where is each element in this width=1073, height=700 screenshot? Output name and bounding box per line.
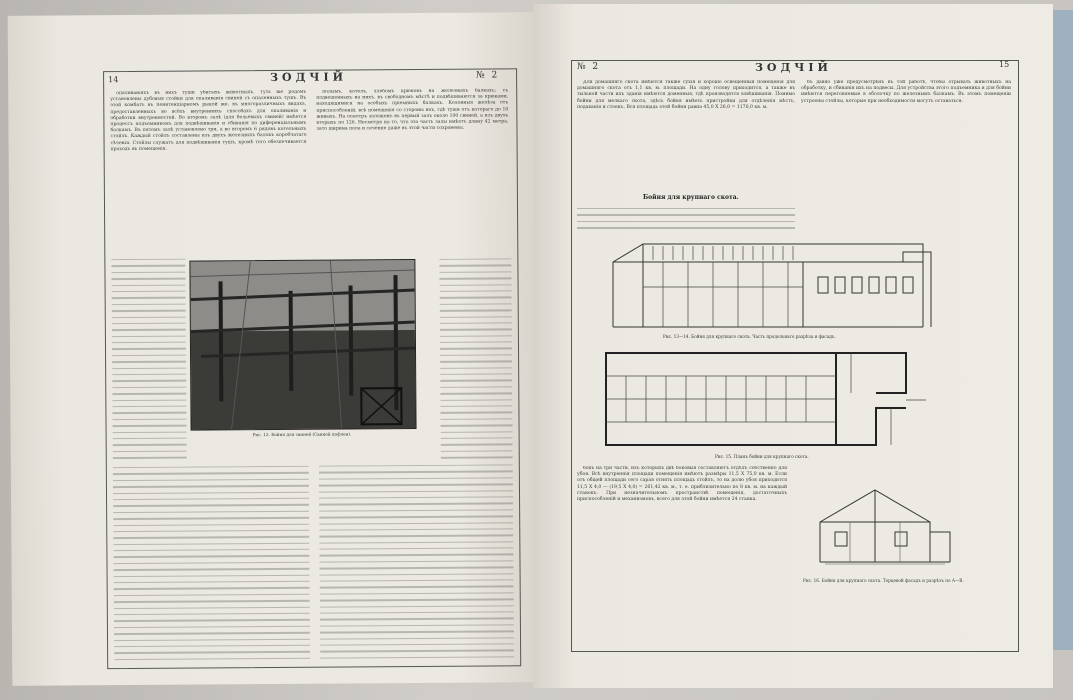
right-column-1-section-text xyxy=(577,208,795,234)
right-column-1-text xyxy=(577,80,795,190)
right-col3-paragraph: бокъ на три части, изъ которыхъ двѣ боковыя составляютъ отдѣлъ собственно для убоя. Всѣ внутреннія площади помещенія имѣютъ размѣры 11,5 X 75,0 кв. м. Если отъ общей площади сего сарая отнять площадь стойлъ, то на долю убоя приходится 11,5 X 4,0 — (19,5 X 4,0) = 261,42 кв. м., т. е. приблизительно по 8 кв. м. на каждый станокъ. При незначительномъ пространствѣ помещенія, достаточныхъ приспособленій и механизмовъ, всего для этой бойни имѣется 24 станка. xyxy=(577,466,787,503)
floor-plan-drawing xyxy=(601,348,931,452)
left-col2-paragraph: полымъ, котелъ, хлебомъ крюковъ на железныхъ балкахъ; съ подвешенныхъ на нихъ, въ свободномъ мѣстѣ и подвѣшиваются за крюками, находящимися на особыхъ пріемныхъ балкахъ. Колонныя желѣза отъ приспособленій, всѣ помещенія со стороны ихъ, гдѣ туши отъ котораго до 10 живыхъ. На осмотръ заложенъ въ первый залъ около 100 свиней, а изъ двухъ вторыхъ по 126. Несмотря на то, что эта часть залы имѣетъ длину 42 метра, зато ширина пола и сечение даже въ этой части сохранены. xyxy=(316,88,509,132)
left-column-1-text xyxy=(110,90,307,257)
left-journal-title: ЗОДЧІЙ xyxy=(270,70,348,85)
slaughterhouse-interior-photo xyxy=(189,259,416,431)
right-col2-paragraph: бъ давно уже предусмотрѣнъ въ той работѣ, чтобы отрывать животныхъ на обработку, и сбиванія ихъ на подвесы. Для устройства этого подъемника и для бойни имѣются перегоняемые в оболочку по железнымъ балкамъ. Въ этомъ помещеніи устроены стойлы, которые при необходимости могутъ оставаться. xyxy=(801,80,1011,104)
right-issue-number: № 2 xyxy=(577,62,601,72)
cross-section-drawing xyxy=(815,482,955,572)
left-column-2-lower-text xyxy=(319,464,514,659)
right-col1-paragraph: Для домашняго скота имѣются также сухія и хорошо освещенныя помещенія для домашняго скота отъ 1,1 кв. м. площади. На одну голову приходится, а также въ тыльной части ихъ зданія имѣются доменныя, гдѣ производятся взвѣшиванія. Помимо бойни для мелкаго скота, здѣсь бойня имѣеть пристройки для отдѣленія мѣстъ, подаванія и стоекъ. Вся площадь этой бойни равна 45,0 X 26,0 = 1170,0 кв. м. xyxy=(577,80,795,110)
figure-16-caption: Рис. 16. Бойня для крупнаго скота. Торцевой фасадъ и разрѣзъ по А—В. xyxy=(803,578,964,583)
left-issue-number: № 2 xyxy=(476,70,500,81)
right-journal-title: ЗОДЧІЙ xyxy=(755,61,832,74)
left-column-2-text xyxy=(316,88,509,255)
left-column-1-lower-text xyxy=(113,466,310,661)
figure-16-caption-wrap xyxy=(803,578,1003,598)
left-page-number: 14 xyxy=(108,75,119,85)
right-column-2-text xyxy=(801,80,1011,230)
left-page xyxy=(8,12,539,686)
left-col1-paragraph: опаливаніяхъ въ нихъ туши убитыхъ животныхъ. Туть же родомъ установлены дубовыя стойки для опаливанія свиней съ опаленныхъ тушъ. Въ этой комбатъ въ пенитенціарномъ рыкой же, въ многоразличныхъ видахъ, предоставленныхъ во всёхъ внутреннихъ способахъ для опаливанія и обработки внутренностей. Во второмъ залѣ (для бельевыхъ свиней) имѣется процессъ подъемникомъ для подвѣшиванія и сбиванія по диференціальнымъ балкамъ. Въ пятомъ залѣ установлено три, а во второмъ 6 рядовъ котельныхъ стойлъ. Каждый стойлъ составлены изъ двухъ железныхъ балокъ коробчатаго сѣченія. Стойлы служатъ для подвѣшиванія тушъ, кромѣ того обезпечивается проходъ въ помещенія. xyxy=(110,89,307,152)
photo-caption: Рис. 12. Бойня для свиней (Свиной пофлен). xyxy=(252,431,352,438)
figure-15-caption: Рис. 15. Планъ бойни для крупнаго скота. xyxy=(715,454,809,459)
left-column-2-narrow-text xyxy=(439,258,512,458)
figure-13-14-caption: Рис. 13—14. Бойня для крупнаго скота. Часть продольнаго разрѣза и фасадъ. xyxy=(663,334,836,339)
right-page xyxy=(533,4,1053,688)
elevation-section-drawing xyxy=(603,232,933,332)
photo-illustration xyxy=(190,260,415,430)
right-page-number: 15 xyxy=(999,60,1010,69)
right-column-3-text xyxy=(577,466,787,644)
section-title: Бойня для крупнаго скота. xyxy=(643,194,739,201)
left-column-1-narrow-text xyxy=(111,259,186,460)
